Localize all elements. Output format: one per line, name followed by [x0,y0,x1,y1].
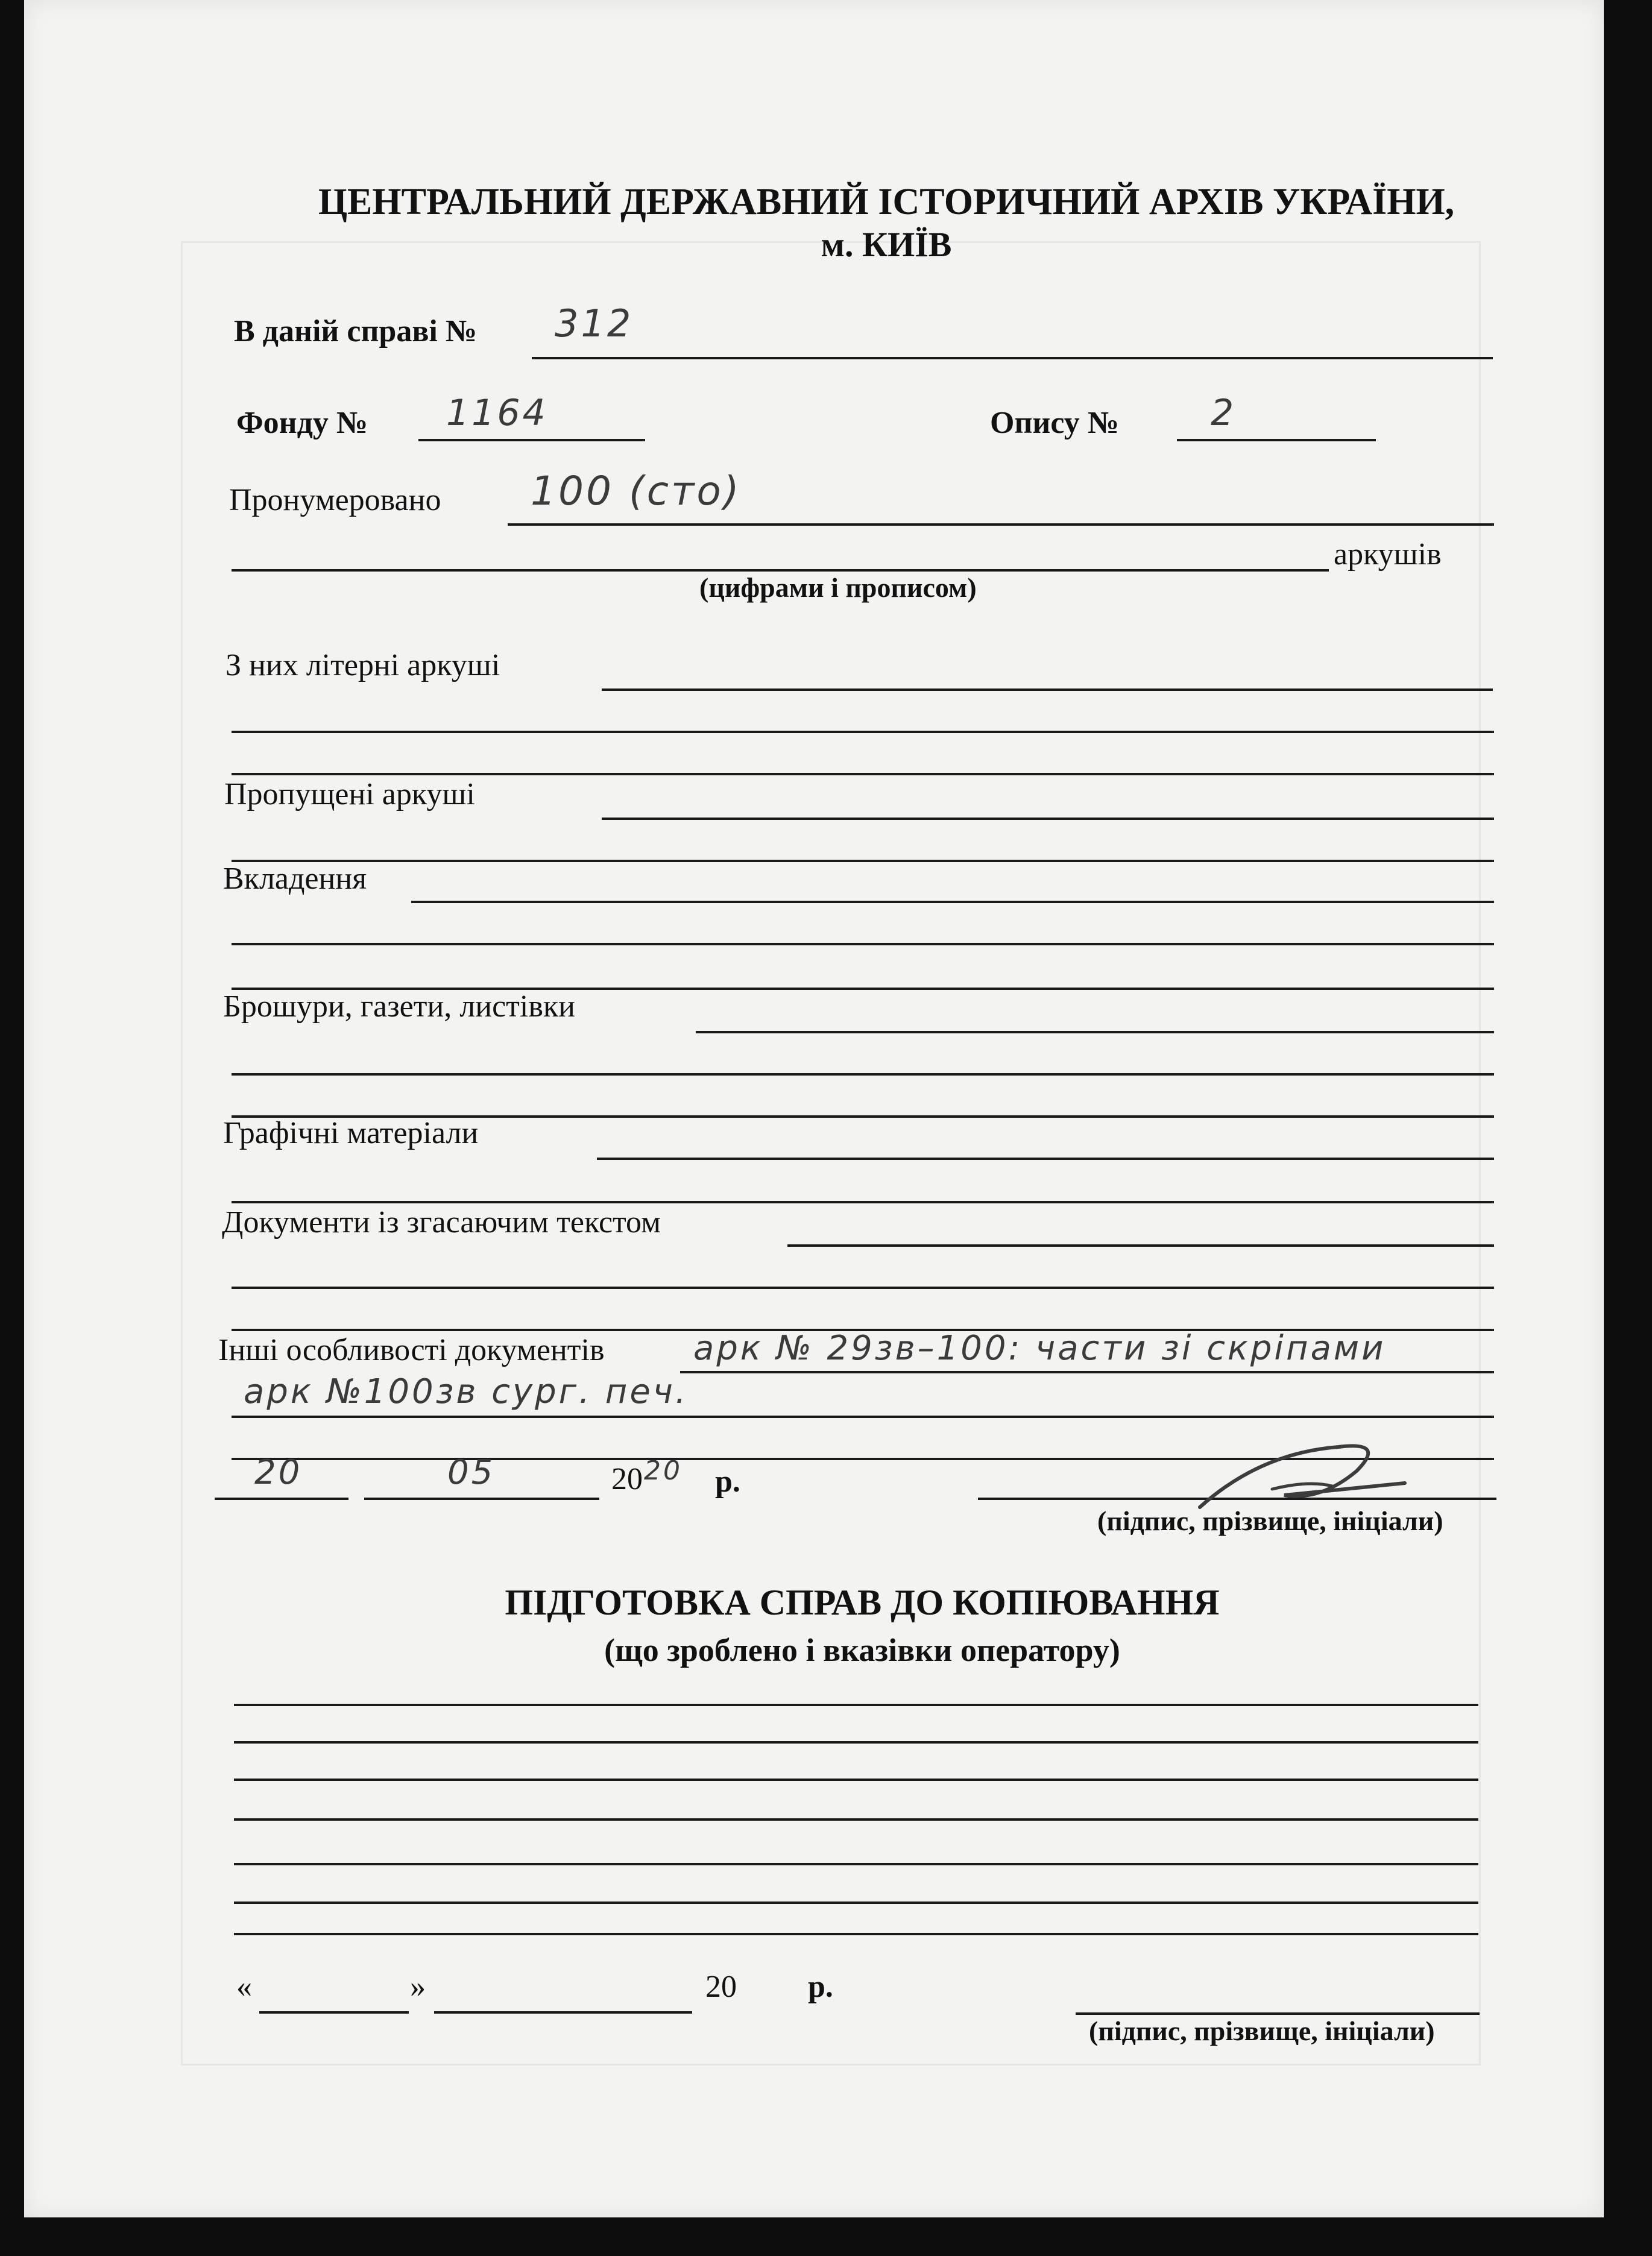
graphic-materials-line-2 [232,1201,1494,1203]
numbered-value: 100 (сто) [531,468,742,514]
date-day-value: 20 [254,1453,303,1492]
bottom-date-open-quote: « [236,1970,252,2004]
copy-prep-line-6 [234,1902,1478,1904]
literal-sheets-line-3 [232,773,1494,775]
numbered-label: Пронумеровано [229,483,441,517]
other-features-line-1 [680,1371,1494,1373]
copy-prep-line-7 [234,1933,1478,1935]
copy-prep-title: ПІДГОТОВКА СПРАВ ДО КОПІЮВАННЯ [505,1583,1220,1622]
graphic-materials-line-1 [597,1158,1494,1160]
date-year-value: 20 [644,1455,683,1486]
bottom-date-day-line [259,2011,409,2014]
bottom-date-year-unit: р. [808,1970,833,2004]
missing-sheets-line-1 [602,818,1494,820]
numbered-line-1 [508,523,1494,526]
graphic-materials-label: Графічні матеріали [223,1116,479,1150]
literal-sheets-line-1 [602,688,1493,691]
brochures-line-2 [232,1073,1494,1076]
literal-sheets-line-2 [232,731,1494,733]
fond-label: Фонду № [236,406,368,440]
brochures-line-1 [696,1031,1494,1033]
missing-sheets-label: Пропущені аркуші [224,777,475,811]
fading-text-label: Документи із згасаючим текстом [222,1205,661,1240]
other-features-value-2: арк №100зв сург. печ. [244,1372,689,1411]
opys-value: 2 [1211,392,1237,434]
copy-prep-line-2 [234,1741,1478,1744]
copy-prep-line-5 [234,1863,1478,1865]
date-year-prefix: 20 [611,1462,643,1496]
signature-hint: (підпис, прізвище, ініціали) [1097,1505,1443,1536]
copy-prep-line-3 [234,1779,1478,1781]
date-day-line [215,1498,348,1500]
opys-label: Опису № [990,406,1120,440]
enclosures-line-2 [232,943,1494,945]
copy-prep-subtitle: (що зроблено і вказівки оператору) [604,1632,1120,1668]
bottom-date-close-quote: » [410,1970,426,2004]
document-page [24,0,1604,2217]
sheets-word: аркушів [1334,537,1442,572]
numbered-hint: (цифрами і прописом) [699,572,977,603]
bottom-date-year: 20 [705,1970,737,2004]
archive-title: ЦЕНТРАЛЬНИЙ ДЕРЖАВНИЙ ІСТОРИЧНИЙ АРХІВ УКРАЇНИ, [318,181,1455,222]
case-number-value: 312 [555,301,634,345]
copy-prep-line-1 [234,1704,1478,1706]
date-year-unit: р. [715,1464,740,1499]
fond-value: 1164 [446,392,548,434]
copy-prep-line-4 [234,1818,1478,1821]
enclosures-label: Вкладення [223,862,367,896]
missing-sheets-line-2 [232,860,1494,862]
other-features-line-2 [232,1416,1494,1418]
fond-line [418,439,645,441]
other-features-label: Інші особливості документів [218,1333,605,1367]
fading-text-line-2 [232,1287,1494,1289]
case-number-label: В даній справі № [234,314,478,348]
fading-text-line-1 [787,1244,1494,1247]
date-month-line [364,1498,599,1500]
enclosures-line-1 [411,901,1494,903]
other-features-value-1: арк № 29зв–100: части зі скріпами [693,1329,1386,1368]
bottom-date-month-line [434,2011,692,2014]
opys-line [1177,439,1376,441]
literal-sheets-label: З них літерні аркуші [225,648,500,682]
case-number-line [532,357,1493,359]
brochures-label: Брошури, газети, листівки [223,989,575,1024]
bottom-signature-hint: (підпис, прізвище, ініціали) [1089,2015,1435,2046]
date-month-value: 05 [447,1453,496,1492]
archive-city: м. КИЇВ [821,225,952,264]
